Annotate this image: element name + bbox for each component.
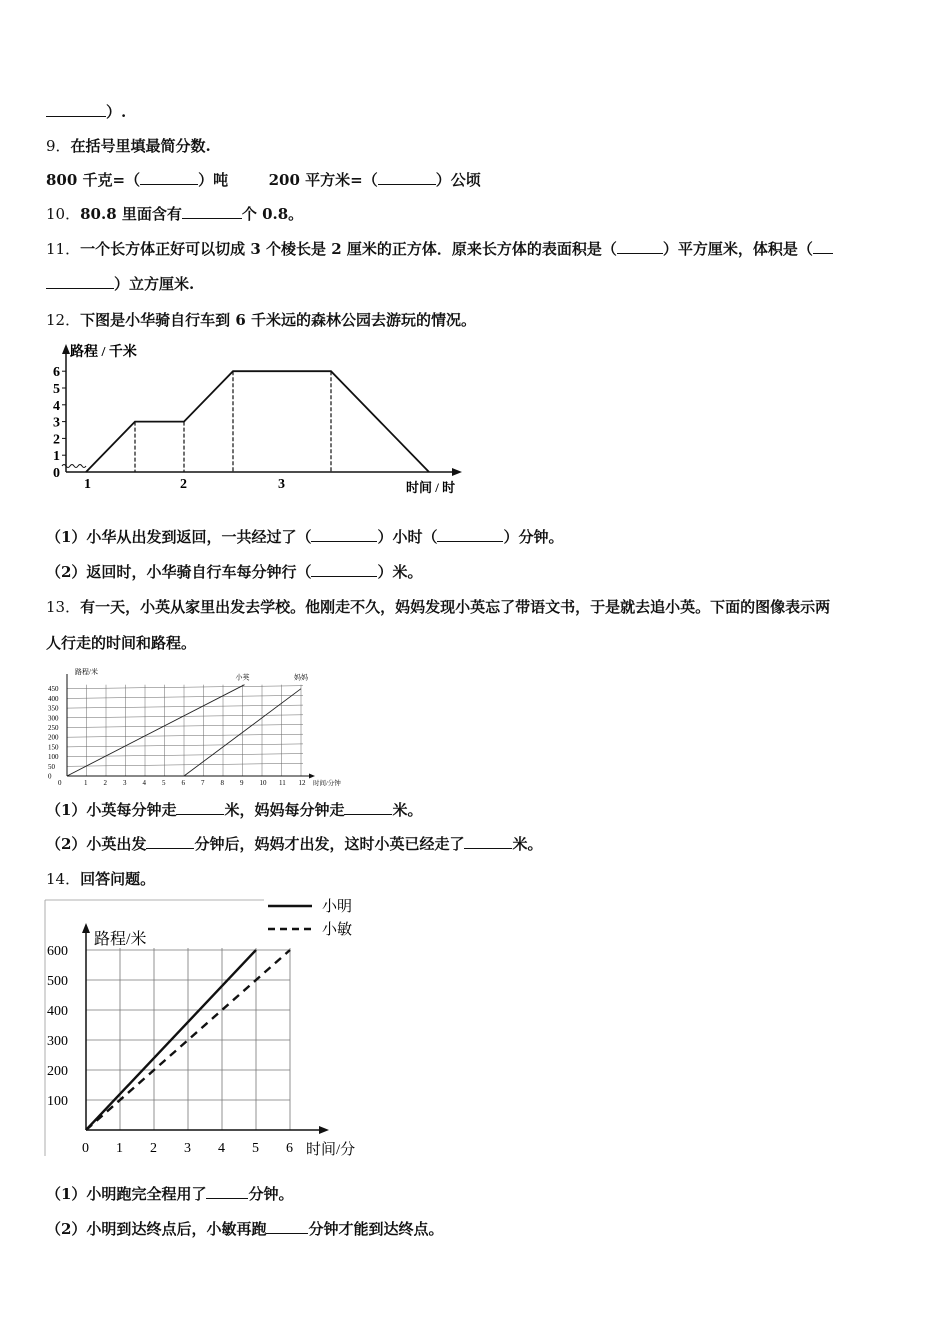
- answer-blank[interactable]: [176, 800, 224, 815]
- y-tick-label: 600: [47, 944, 68, 959]
- series-line-xiaohua: [86, 371, 429, 472]
- x-tick-label: 10: [259, 779, 267, 787]
- legend-label-xiaomin: 小敏: [322, 922, 353, 938]
- y-tick-label: 450: [48, 685, 59, 694]
- answer-blank[interactable]: [311, 562, 377, 577]
- x-tick-label: 6: [286, 1141, 293, 1156]
- q14-chart: [44, 898, 364, 1160]
- grid-line: [67, 686, 303, 689]
- y-tick-label: 4: [53, 398, 60, 414]
- x-tick-label: 9: [240, 779, 244, 787]
- y-axis-label: 路程/米: [75, 668, 98, 676]
- y-tick-label: 400: [47, 1004, 68, 1019]
- q12-stem: 12．下图是小华骑自行车到 6 千米远的森林公园去游玩的情况。: [46, 311, 476, 329]
- answer-blank[interactable]: [206, 1184, 248, 1199]
- q13-part1: （1）小英每分钟走 米，妈妈每分钟走 米。: [46, 801, 423, 819]
- y-tick-label: 6: [53, 365, 60, 381]
- x-tick-label: 2: [103, 779, 107, 787]
- q12-chart: [50, 340, 480, 498]
- x-tick-label: 2: [150, 1141, 157, 1156]
- grid-line: [67, 754, 303, 757]
- y-axis-label: 路程 / 千米: [70, 345, 137, 360]
- answer-blank[interactable]: [140, 170, 198, 185]
- q9-items: 800 千克=（ ）吨 200 平方米=（ ）公顷: [46, 171, 481, 189]
- y-tick-label: 200: [47, 1064, 68, 1079]
- answer-blank[interactable]: [813, 239, 833, 254]
- x-tick-label: 3: [184, 1141, 191, 1156]
- y-tick-label: 200: [48, 733, 59, 742]
- answer-blank[interactable]: [146, 834, 194, 849]
- y-tick-label: 2: [53, 432, 60, 448]
- y-tick-label: 300: [48, 714, 59, 723]
- answer-blank[interactable]: [182, 204, 242, 219]
- q14-part2: （2）小明到达终点后，小敏再跑 分钟才能到达终点。: [46, 1220, 444, 1238]
- x-tick-label: 11: [279, 779, 286, 787]
- x-tick-label: 5: [252, 1141, 259, 1156]
- x-tick-label: 1: [116, 1141, 123, 1156]
- q13-line2: 人行走的时间和路程。: [46, 634, 197, 652]
- answer-blank[interactable]: [344, 800, 392, 815]
- x-tick-label: 0: [82, 1141, 89, 1156]
- q12-part1: （1）小华从出发到返回，一共经过了（ ）小时（ ）分钟。: [46, 528, 564, 546]
- x-tick-label: 6: [181, 779, 185, 787]
- x-tick-label: 1: [84, 477, 91, 492]
- q10: 10．80.8 里面含有 个 0.8。: [46, 205, 304, 223]
- answer-blank[interactable]: [46, 274, 114, 289]
- x-axis-label: 时间 / 时: [406, 480, 456, 495]
- y-tick-label: 300: [47, 1034, 68, 1049]
- y-tick-label: 100: [47, 1094, 68, 1109]
- x-tick-label: 4: [142, 779, 146, 787]
- y-tick-label: 3: [53, 415, 60, 431]
- q9-stem: 9．在括号里填最简分数.: [46, 137, 211, 155]
- y-tick-label: 150: [48, 743, 59, 752]
- q8-tail: ）.: [46, 102, 126, 122]
- answer-blank[interactable]: [437, 527, 503, 542]
- q13-chart: [45, 664, 345, 789]
- grid-line: [67, 734, 303, 737]
- q13-part2: （2）小英出发 分钟后，妈妈才出发，这时小英已经走了 米。: [46, 835, 543, 853]
- y-tick-label: 500: [47, 974, 68, 989]
- y-axis-label: 路程/米: [94, 931, 147, 948]
- y-tick-label: 250: [48, 724, 59, 732]
- y-tick-label: 100: [48, 753, 59, 762]
- y-tick-label: 350: [48, 704, 59, 713]
- x-tick-label: 8: [220, 779, 224, 787]
- grid-line: [67, 705, 303, 708]
- answer-blank[interactable]: [378, 170, 436, 185]
- x-tick-label: 0: [58, 779, 62, 787]
- x-tick-label: 1: [84, 779, 88, 787]
- legend-label-xiaoming: 小明: [322, 899, 353, 915]
- x-tick-label: 12: [298, 779, 306, 787]
- y-tick-label: 400: [48, 694, 59, 703]
- x-tick-label: 2: [180, 477, 187, 492]
- answer-blank[interactable]: [46, 102, 106, 117]
- answer-blank[interactable]: [464, 834, 512, 849]
- q12-part2: （2）返回时，小华骑自行车每分钟行（ ）米。: [46, 563, 423, 581]
- series-line-xiaoying: [67, 685, 245, 776]
- x-tick-label: 3: [278, 477, 285, 492]
- legend-label-mama: 妈妈: [294, 673, 308, 682]
- x-tick-label: 5: [162, 779, 166, 787]
- y-tick-label: 1: [53, 449, 60, 465]
- x-axis-label: 时间/分: [306, 1142, 356, 1158]
- q11-line1: 11．一个长方体正好可以切成 3 个棱长是 2 厘米的正方体．原来长方体的表面积是（ ）平方厘米，体积是（: [46, 239, 833, 259]
- x-tick-label: 3: [123, 779, 127, 787]
- y-tick-label: 0: [53, 466, 60, 481]
- answer-blank[interactable]: [311, 527, 377, 542]
- x-tick-label: 4: [218, 1141, 225, 1156]
- grid-line: [67, 695, 303, 698]
- grid-line: [67, 725, 303, 728]
- x-tick-label: 7: [201, 779, 205, 787]
- grid-line: [67, 763, 303, 766]
- legend-label-xiaoying: 小英: [235, 673, 250, 682]
- answer-blank[interactable]: [266, 1219, 308, 1234]
- y-tick-label: 5: [53, 382, 60, 397]
- q13-line1: 13．有一天，小英从家里出发去学校。他刚走不久，妈妈发现小英忘了带语文书，于是就去追小英。下面的图像表示两: [46, 598, 831, 616]
- grid-line: [67, 744, 303, 747]
- q11-line2: ）立方厘米.: [46, 274, 194, 294]
- y-tick-label: 50: [48, 762, 55, 771]
- q14-part1: （1）小明跑完全程用了 分钟。: [46, 1185, 294, 1203]
- q14-stem: 14．回答问题。: [46, 870, 156, 888]
- y-tick-label: 0: [48, 772, 52, 781]
- answer-blank[interactable]: [617, 239, 663, 254]
- x-axis-label: 时间/分钟: [313, 780, 341, 787]
